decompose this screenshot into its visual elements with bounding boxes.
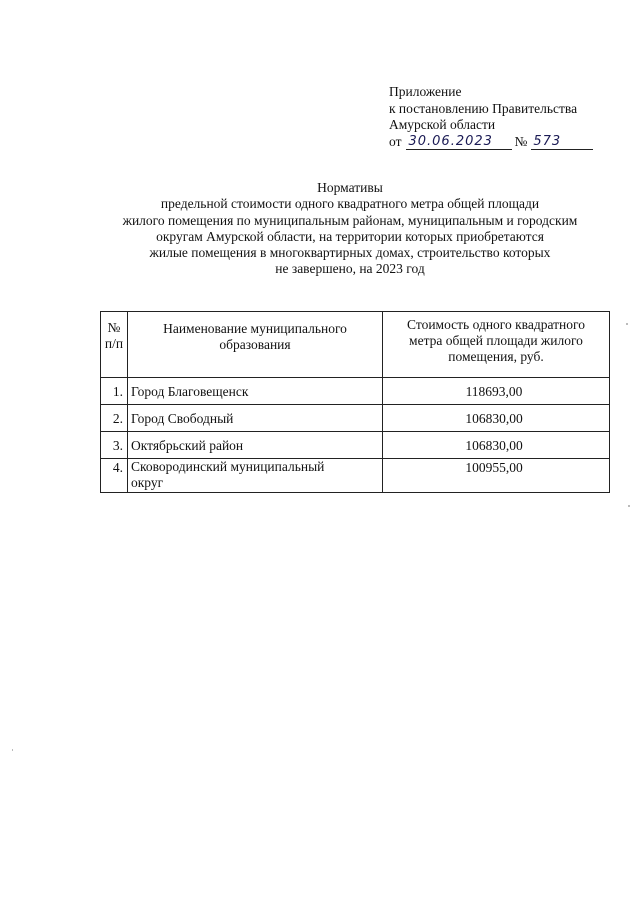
- header-number-abbr: п/п: [104, 336, 124, 351]
- scan-speck: [628, 505, 630, 507]
- row-name: Октябрьский район: [128, 432, 383, 459]
- order-number: 573: [531, 135, 593, 150]
- row-name-line: Сковородинский муниципальный: [131, 459, 325, 474]
- table-row: [101, 459, 610, 493]
- header-cost-line: метра общей площади жилого: [409, 333, 583, 348]
- scan-speck: [626, 323, 628, 325]
- header-number-sign: №: [107, 320, 121, 335]
- row-name-line: округ: [131, 475, 164, 490]
- table-header-row: [101, 312, 610, 378]
- row-number: 3.: [101, 432, 128, 459]
- table-row: [101, 405, 610, 432]
- title-line: округам Амурской области, на территории которых приобретаются: [156, 228, 544, 244]
- norms-table: [100, 311, 610, 493]
- from-label: от: [389, 133, 402, 149]
- row-name: Город Благовещенск: [128, 378, 383, 405]
- table-row: [101, 378, 610, 405]
- header-name-line: Наименование муниципального: [163, 321, 347, 336]
- row-number: 4.: [101, 459, 128, 493]
- header-cost: [383, 312, 610, 378]
- title-line: жилые помещения в многоквартирных домах, строительство которых: [149, 245, 551, 261]
- row-cost: 100955,00: [383, 459, 610, 493]
- scan-speck: [12, 749, 13, 751]
- row-name: [128, 459, 383, 493]
- row-cost: 106830,00: [383, 405, 610, 432]
- order-line: [389, 134, 593, 151]
- title-line: не завершено, на 2023 год: [275, 261, 425, 277]
- appendix-block: [389, 84, 593, 150]
- title-line: жилого помещения по муниципальным районам, муниципальным и городским: [122, 212, 578, 228]
- header-name: [128, 312, 383, 378]
- number-label: №: [514, 133, 528, 149]
- appendix-region: Амурской области: [389, 117, 496, 132]
- title-line: предельной стоимости одного квадратного метра общей площади: [160, 196, 540, 212]
- row-cost: 106830,00: [383, 432, 610, 459]
- order-date: 30.06.2023: [406, 135, 512, 150]
- row-number: 1.: [101, 378, 128, 405]
- header-number: [101, 312, 128, 378]
- title-heading: Нормативы: [317, 180, 383, 195]
- header-name-line: образования: [219, 337, 291, 352]
- row-name: Город Свободный: [128, 405, 383, 432]
- appendix-resolution: к постановлению Правительства: [389, 100, 578, 116]
- row-cost: 118693,00: [383, 378, 610, 405]
- header-cost-line: помещения, руб.: [448, 349, 544, 364]
- document-title: [100, 180, 600, 278]
- row-number: 2.: [101, 405, 128, 432]
- header-cost-line: Стоимость одного квадратного: [407, 317, 585, 332]
- appendix-label: Приложение: [389, 84, 462, 99]
- table-row: [101, 432, 610, 459]
